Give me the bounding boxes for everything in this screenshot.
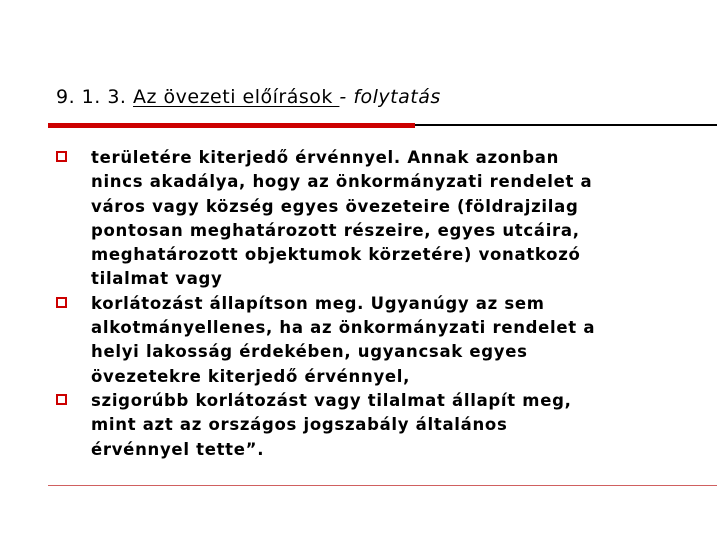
bullet-1-line-5: meghatározott objektumok körzetére) vonatkozó xyxy=(91,245,581,265)
bullet-item-1 xyxy=(56,146,696,292)
bullet-1-line-1: területére kiterjedő érvénnyel. Annak azonban xyxy=(91,148,560,167)
title-number: 9. 1. 3. xyxy=(56,86,134,108)
bullet-3-line-3: érvénnyel tette”. xyxy=(91,439,265,459)
bullet-1-line-4: pontosan meghatározott részeire, egyes utcáira, xyxy=(91,220,580,240)
hollow-square-bullet-icon xyxy=(56,151,67,162)
hollow-square-bullet-icon xyxy=(56,297,67,308)
bullet-2-line-2: alkotmányellenes, ha az önkormányzati rendelet a xyxy=(91,318,596,338)
title-main: Az övezeti előírások xyxy=(133,86,340,108)
bullet-2-line-3: helyi lakosság érdekében, ugyancsak egyes xyxy=(91,342,528,362)
bullet-1-line-2: nincs akadálya, hogy az önkormányzati rendelet a xyxy=(91,172,593,192)
bullet-2-line-4: övezetekre kiterjedő érvénnyel, xyxy=(91,366,411,386)
title-accent-bar xyxy=(48,123,415,128)
slide-title xyxy=(56,86,441,108)
bullet-2-line-1: korlátozást állapítson meg. Ugyanúgy az sem xyxy=(91,293,545,313)
bullet-item-2 xyxy=(56,292,696,389)
bullet-3-line-1: szigorúbb korlátozást vagy tilalmat állapít meg, xyxy=(91,390,572,410)
hollow-square-bullet-icon xyxy=(56,394,67,405)
bullet-item-3 xyxy=(56,389,696,462)
bullet-3-line-2: mint azt az országos jogszabály általános xyxy=(91,415,508,435)
bullet-1-line-6: tilalmat vagy xyxy=(91,269,223,289)
title-continuation: - folytatás xyxy=(339,86,441,108)
bullet-1-line-3: város vagy község egyes övezeteire (földrajzilag xyxy=(91,196,579,216)
footer-divider xyxy=(48,485,717,486)
bullet-list xyxy=(56,146,696,462)
